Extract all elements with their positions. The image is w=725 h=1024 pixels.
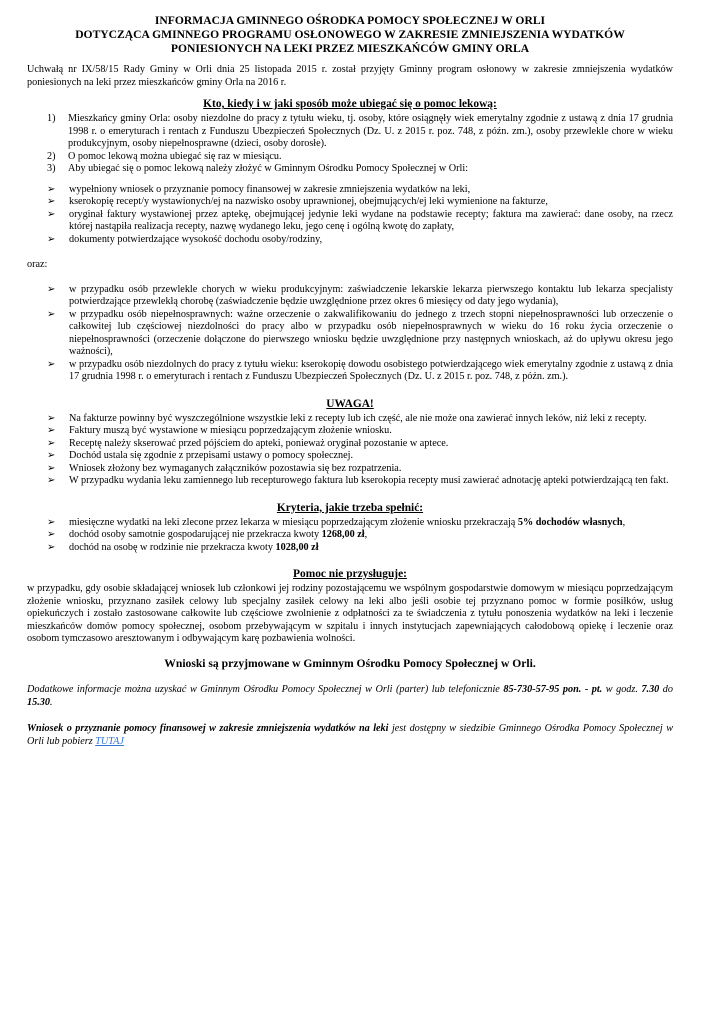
list-item	[27, 450, 673, 463]
family-income-limit: 1028,00 zł	[275, 541, 319, 553]
list-item-text: dokumenty potwierdzające wysokość dochodu osoby/rodziny,	[69, 233, 323, 245]
arrow-bullet-icon: ➢	[47, 183, 56, 195]
arrow-bullet-icon: ➢	[47, 196, 56, 207]
contact-text: do	[659, 684, 673, 695]
arrow-bullet-icon: ➢	[47, 233, 56, 245]
download-text: jest dostępny w siedzibie Gminnego Ośrodka Pomocy Społecznej w Orli lub pobierz	[27, 723, 673, 747]
list-item-text: miesięczne wydatki na leki zlecone przez lekarza w miesiącu poprzedzającym złożenie wniosku przekraczają	[69, 516, 518, 528]
eligibility-list	[27, 113, 673, 176]
uwaga-list	[27, 413, 673, 488]
phone-number: 85-730-57-95 pon. - pt.	[503, 684, 603, 695]
punctuation: .	[49, 696, 53, 708]
oraz-label: oraz:	[27, 259, 48, 270]
list-item	[27, 425, 673, 438]
exclusions-heading: Pomoc nie przysługuje:	[293, 568, 407, 580]
kryteria-heading: Kryteria, jakie trzeba spełnić:	[276, 501, 424, 514]
list-item-text: Aby ubiegać się o pomoc lekową należy złożyć w Gminnym Ośrodku Pomocy Społecznej w Orli:	[68, 163, 469, 174]
list-item-text: w przypadku osób przewlekle chorych w wieku produkcyjnym: zaświadczenie lekarskie lekarza pierwszego kontaktu lub lekarza specjalisty potwierdzające przewlekłą chorobę (zaświadczenie będzie uwzględnione przez okres 6 miesięcy od daty jego wydania),	[69, 283, 673, 307]
list-number: 2)	[47, 150, 56, 162]
arrow-bullet-icon: ➢	[47, 208, 56, 220]
download-info	[27, 723, 673, 748]
arrow-bullet-icon: ➢	[47, 358, 56, 370]
list-item	[27, 413, 673, 426]
arrow-bullet-icon: ➢	[47, 475, 56, 486]
list-item-text: w przypadku osób niezdolnych do pracy z tytułu wieku: kserokopię dowodu osobistego potwierdzającego wiek emerytalny zgodnie z ustawą z dnia 17 grudnia 1998 r. o emeryturach i rentach z Funduszu Ubezpieczeń Społecznych (Dz. U. z 2015 r. poz. 748, z późn. zm.).	[69, 358, 673, 382]
list-item-text: Faktury muszą być wystawione w miesiącu poprzedzającym złożenie wniosku.	[69, 425, 392, 436]
contact-text: w godz.	[602, 684, 642, 695]
applications-notice: Wnioski są przyjmowane w Gminnym Ośrodku Pomocy Społecznej w Orli.	[164, 656, 536, 670]
application-form-name: Wniosek o przyznanie pomocy finansowej w zakresie zmniejszenia wydatków na leki	[27, 723, 389, 734]
list-item	[27, 209, 673, 234]
list-item-text: O pomoc lekową można ubiegać się raz w miesiącu.	[68, 150, 282, 162]
list-item	[27, 151, 673, 164]
uwaga-heading: UWAGA!	[326, 397, 374, 410]
list-item	[27, 529, 673, 542]
list-item	[27, 517, 673, 530]
list-item-text: Wniosek złożony bez wymaganych załączników pozostawia się bez rozpatrzenia.	[69, 462, 402, 474]
arrow-bullet-icon: ➢	[47, 412, 56, 424]
arrow-bullet-icon: ➢	[47, 437, 56, 449]
exclusions-paragraph: w przypadku, gdy osobie składającej wniosek lub członkowi jej rodziny pozostającemu we wspólnym gospodarstwie domowym w miesiącu poprzedzającym złożenie wniosku, przyznano zasiłek celowy lub specjalny zasiłek celowy na leki albo jeśli osobie tej przyznano pomoc w formie posiłków, usług opiekuńczych i zostało zastosowane całkowite lub częściowe zwolnienie z odpłatności za te świadczenia z tytułu ponoszenia wydatków na leki i leczenie mieszkańców domów pomocy społecznej, osobom przebywającym w szpitalu i innych instytucjach zapewniających całodobową opiekę i leczenie oraz osobom tymczasowo aresztowanym i odbywającym karę pozbawienia wolności.	[27, 583, 673, 644]
list-item	[27, 184, 673, 197]
list-item-text: W przypadku wydania leku zamiennego lub recepturowego faktura lub kserokopia recepty musi zawierać adnotację apteki potwierdzającą ten fakt.	[69, 475, 669, 486]
closing-hour: 15.30	[27, 696, 50, 708]
list-item-text: dochód osoby samotnie gospodarującej nie przekracza kwoty	[69, 529, 322, 540]
punctuation: ,	[364, 529, 368, 540]
intro-paragraph: Uchwałą nr IX/58/15 Rady Gminy w Orli dnia 25 listopada 2015 r. został przyjęty Gminny program osłonowy w zakresie zmniejszenia wydatków poniesionych na leki przez mieszkańców gminy Orla na 2016 r.	[27, 64, 673, 88]
arrow-bullet-icon: ➢	[47, 541, 56, 553]
list-item-text: w przypadku osób niepełnosprawnych: ważne orzeczenie o zakwalifikowaniu do jednego z trzech stopni niepełnosprawności lub orzeczenie o całkowitej lub częściowej niezdolności do pracy albo w przypadku osób niepełnosprawnych w wieku do 16 roku życia orzeczenie o niepełnosprawności (orzeczenie dołączone do pierwszego wniosku będzie uwzględnione przy następnych wnioskach, aż do upływu okresu jego ważności),	[69, 308, 673, 357]
opening-hour: 7.30	[641, 684, 660, 695]
arrow-bullet-icon: ➢	[47, 283, 56, 295]
list-item	[27, 359, 673, 384]
list-number: 1)	[47, 113, 56, 124]
list-item-text: Na fakturze powinny być wyszczególnione wszystkie leki z recepty lub ich część, ale nie może ona zawierać innych leków, niż leki z recepty.	[69, 412, 647, 424]
list-item-text: dochód na osobę w rodzinie nie przekracza kwoty	[69, 541, 276, 553]
list-item-text: kserokopię recept/y wystawionych/ej na nazwisko osoby uprawnionej, obejmujących/ej leki wymienione na fakturze,	[69, 196, 548, 207]
punctuation: ,	[622, 516, 626, 528]
list-item-text: wypełniony wniosek o przyznanie pomocy finansowej w zakresie zmniejszenia wydatków na leki,	[69, 183, 471, 195]
download-link[interactable]: TUTAJ	[95, 735, 124, 747]
list-item	[27, 284, 673, 309]
list-item	[27, 196, 673, 209]
arrow-bullet-icon: ➢	[47, 516, 56, 528]
arrow-bullet-icon: ➢	[47, 308, 56, 320]
document-title	[27, 14, 673, 56]
title-line-2: DOTYCZĄCA GMINNEGO PROGRAMU OSŁONOWEGO W ZAKRESIE ZMNIEJSZENIA WYDATKÓW	[75, 28, 625, 41]
list-item-text: Mieszkańcy gminy Orla: osoby niezdolne do pracy z tytułu wieku, tj. osoby, które osiągnęły wiek emerytalny zgodnie z ustawą z dnia 17 grudnia 1998 r. o emeryturach i rentach z Funduszu Ubezpieczeń Społecznych (Dz. U. z 2015 r. poz. 748, z późn. zm.), osoby przewlekle chore w wieku produkcyjnym, osoby niepełnosprawne (dzieci, osoby dorosłe).	[68, 113, 673, 149]
list-item	[27, 309, 673, 359]
list-item	[27, 475, 673, 488]
list-item-text: oryginał faktury wystawionej przez aptekę, obejmującej jedynie leki wydane na podstawie recepty; faktura ma zawierać: dane osoby, na rzecz której nastąpiła realizacja recepty, nazwę wydanego leku, jego cenę i ogólną kwotę do zapłaty,	[69, 208, 673, 232]
required-documents-list	[27, 184, 673, 247]
section-eligibility-heading: Kto, kiedy i w jaki sposób może ubiegać się o pomoc lekową:	[203, 98, 497, 110]
list-item	[27, 438, 673, 451]
arrow-bullet-icon: ➢	[47, 450, 56, 461]
list-item	[27, 113, 673, 151]
list-number: 3)	[47, 163, 56, 174]
arrow-bullet-icon: ➢	[47, 462, 56, 474]
contact-info	[27, 684, 673, 709]
single-income-limit: 1268,00 zł	[321, 529, 365, 540]
kryteria-list	[27, 517, 673, 555]
list-item	[27, 163, 673, 176]
arrow-bullet-icon: ➢	[47, 425, 56, 436]
income-threshold-value: 5% dochodów własnych	[517, 516, 623, 528]
title-line-1: INFORMACJA GMINNEGO OŚRODKA POMOCY SPOŁECZNEJ W ORLI	[154, 14, 546, 27]
list-item	[27, 542, 673, 555]
arrow-bullet-icon: ➢	[47, 529, 56, 540]
additional-documents-list	[27, 284, 673, 384]
list-item-text: Dochód ustala się zgodnie z przepisami ustawy o pomocy społecznej.	[69, 450, 354, 461]
list-item-text: Receptę należy skserować przed pójściem do apteki, ponieważ oryginał pozostanie w aptece.	[69, 437, 449, 449]
list-item	[27, 463, 673, 476]
title-line-3: PONIESIONYCH NA LEKI PRZEZ MIESZKAŃCÓW GMINY ORLA	[170, 42, 530, 55]
contact-text: Dodatkowe informacje można uzyskać w Gminnym Ośrodku Pomocy Społecznej w Orli (parter) lub telefonicznie	[27, 684, 504, 695]
list-item	[27, 234, 673, 247]
